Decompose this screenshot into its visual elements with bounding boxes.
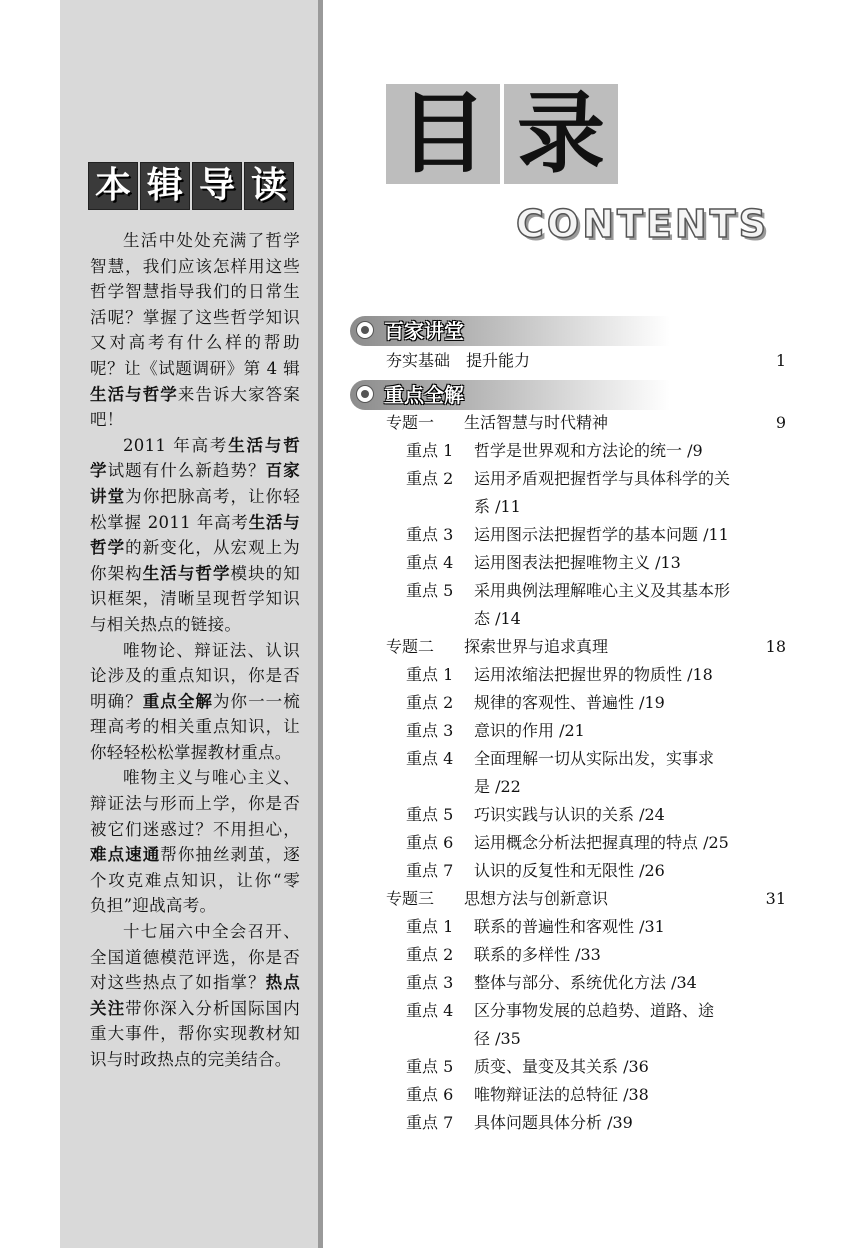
guide-highlight: 生活与哲学 [90,384,178,404]
topic-title: 思想方法与创新意识 [464,889,609,908]
topic-title: 探索世界与追求真理 [464,637,609,656]
section-header-zhongdian [350,380,670,410]
guide-paragraph [90,638,300,766]
topic-label: 专题三 [386,889,435,908]
key-label: 重点 5 [406,805,454,824]
guide-highlight: 重点全解 [142,691,213,711]
toc-key-entry[interactable] [406,860,665,882]
title-char-mu: 目 [386,84,500,184]
toc-key-entry[interactable] [406,1000,714,1050]
key-title: 质变、量变及其关系 /36 [474,1057,649,1076]
key-title: 采用典例法理解唯心主义及其基本形 [474,581,731,600]
guide-highlight: 热点关注 [90,973,301,1018]
key-label: 重点 7 [406,1113,454,1132]
toc-key-entry[interactable] [406,1056,649,1078]
key-title: 运用矛盾观把握哲学与具体科学的关 [474,469,731,488]
key-title: 运用概念分析法把握真理的特点 /25 [474,833,729,852]
toc-page-number: 18 [765,637,786,656]
key-title: 全面理解一切从实际出发，实事求 [474,749,715,768]
sidebar-divider [318,0,323,1248]
guide-highlight: 生活与哲学 [90,512,300,558]
key-title: 规律的客观性、普遍性 /19 [474,693,665,712]
guide-title [88,162,294,210]
key-title: 联系的多样性 /33 [474,945,601,964]
key-title-continued: 系 /11 [474,497,521,516]
topic-label: 专题一 [386,413,435,432]
toc-key-entry[interactable] [406,916,665,938]
guide-text: 的新变化，从宏观上为你架构 [90,538,301,583]
key-label: 重点 6 [406,1085,454,1104]
toc-key-entry[interactable] [406,720,585,742]
guide-title-char: 本 [88,162,138,210]
key-label: 重点 3 [406,525,454,544]
key-title: 唯物辩证法的总特征 /38 [474,1085,649,1104]
guide-text: 唯物论、辩证法、认识论涉及的重点知识，你是否明确？ [90,640,300,711]
key-label: 重点 4 [406,553,454,572]
guide-text: 带你深入分析国际国内重大事件，帮你实现教材知识与时政热点的完美结合。 [90,998,301,1069]
toc-key-entry[interactable] [406,832,729,854]
key-label: 重点 4 [406,749,454,768]
toc-key-entry[interactable] [406,944,601,966]
toc-key-entry[interactable] [406,468,730,518]
guide-title-char: 辑 [140,162,190,210]
key-title: 联系的普遍性和客观性 /31 [474,917,665,936]
key-title: 意识的作用 /21 [474,721,585,740]
guide-text: 帮你抽丝剥茧，逐个攻克难点知识，让你“零负担”迎战高考。 [90,845,301,916]
toc-key-entry[interactable] [406,804,665,826]
toc-entry[interactable]: 夯实基础 提升能力 [386,351,531,370]
key-label: 重点 5 [406,1057,454,1076]
guide-paragraph [90,919,300,1073]
title-char-lu: 录 [504,84,618,184]
toc-key-entry[interactable] [406,692,665,714]
key-title: 哲学是世界观和方法论的统一 /9 [474,441,703,460]
key-title: 具体问题具体分析 /39 [474,1113,633,1132]
toc-topic-entry[interactable] [386,636,608,658]
guide-title-char: 导 [192,162,242,210]
key-label: 重点 1 [406,665,454,684]
key-title: 整体与部分、系统优化方法 /34 [474,973,697,992]
key-label: 重点 2 [406,693,454,712]
toc-page-number: 31 [765,889,786,908]
guide-text: 生活中处处充满了哲学智慧，我们应该怎样用这些哲学智慧指导我们的日常生活呢？掌握了这些哲学知识又对高考有什么样的帮助呢？让《试题调研》第 4 辑 [90,231,300,378]
section-header-baijia [350,316,670,346]
toc-key-entry[interactable] [406,1084,649,1106]
section-title: 重点全解 [384,383,464,407]
topic-label: 专题二 [386,637,435,656]
key-title: 认识的反复性和无限性 /26 [474,861,665,880]
guide-text: 唯物主义与唯心主义、辩证法与形而上学，你是否被它们迷惑过？不用担心， [90,768,300,839]
bullet-circle-icon [356,385,374,403]
guide-text: 试题有什么新趋势？ [107,461,266,481]
key-title: 区分事物发展的总趋势、道路、途 [474,1001,715,1020]
key-title-continued: 是 /22 [474,777,521,796]
key-label: 重点 2 [406,469,454,488]
guide-highlight: 百家讲堂 [90,461,300,506]
guide-paragraph [90,433,300,638]
key-label: 重点 2 [406,945,454,964]
guide-intro-text [90,228,300,1073]
guide-text: 十七届六中全会召开、全国道德模范评选，你是否对这些热点了如指掌？ [90,922,300,993]
key-label: 重点 4 [406,1001,454,1020]
contents-label: CONTENTS [516,202,769,246]
toc-key-entry[interactable] [406,440,703,462]
guide-text: 2011 年高考 [123,435,229,455]
key-label: 重点 5 [406,581,454,600]
guide-paragraph [90,765,300,919]
key-label: 重点 6 [406,833,454,852]
key-label: 重点 1 [406,917,454,936]
toc-key-entry[interactable] [406,1112,633,1134]
toc-page-number: 9 [775,413,786,432]
guide-paragraph [90,228,300,433]
guide-highlight: 生活与哲学 [90,435,301,481]
toc-page-number: 1 [775,351,786,370]
key-title: 巧识实践与认识的关系 /24 [474,805,665,824]
toc-topic-entry[interactable] [386,412,608,434]
guide-text: 来告诉大家答案吧！ [90,384,301,430]
key-title: 运用图表法把握唯物主义 /13 [474,553,681,572]
guide-title-char: 读 [244,162,294,210]
toc-key-entry[interactable] [406,664,713,686]
key-label: 重点 3 [406,721,454,740]
topic-title: 生活智慧与时代精神 [464,413,609,432]
toc-key-entry[interactable] [406,748,714,798]
key-title-continued: 态 /14 [474,609,521,628]
key-label: 重点 7 [406,861,454,880]
toc-key-entry[interactable] [406,552,681,574]
toc-key-entry[interactable] [406,524,729,546]
guide-text: 为你一一梳理高考的相关重点知识，让你轻轻松松掌握教材重点。 [90,691,301,762]
guide-highlight: 生活与哲学 [142,563,231,583]
key-title: 运用浓缩法把握世界的物质性 /18 [474,665,713,684]
key-label: 重点 1 [406,441,454,460]
key-title: 运用图示法把握哲学的基本问题 /11 [474,525,729,544]
guide-text: 为你把脉高考，让你轻松掌握 2011 年高考 [90,486,301,532]
toc-key-entry[interactable] [406,972,697,994]
key-title-continued: 径 /35 [474,1029,521,1048]
section-title: 百家讲堂 [384,319,464,343]
guide-text: 模块的知识框架，清晰呈现哲学知识与相关热点的链接。 [90,563,301,634]
guide-highlight: 难点速通 [90,845,161,865]
bullet-circle-icon [356,321,374,339]
toc-topic-entry[interactable] [386,888,608,910]
toc-key-entry[interactable] [406,580,730,630]
key-label: 重点 3 [406,973,454,992]
